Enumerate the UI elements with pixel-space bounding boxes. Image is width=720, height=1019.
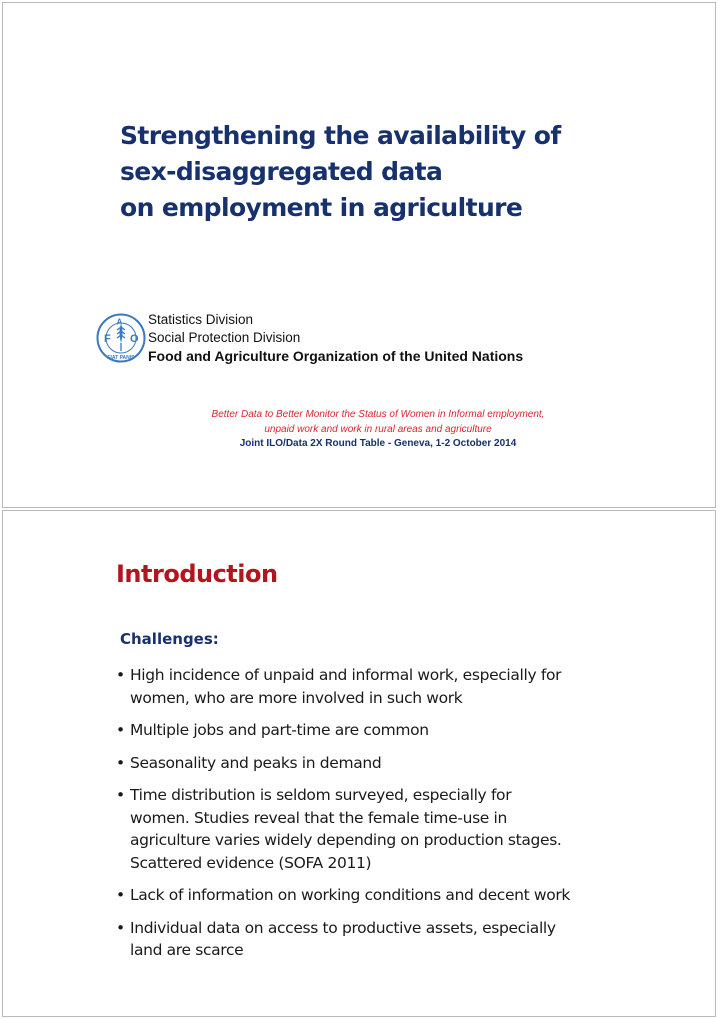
title-line: on employment in agriculture — [120, 193, 523, 222]
logo-letter: O — [130, 333, 139, 345]
list-item-line: agriculture varies widely depending on production stages. — [130, 831, 562, 849]
list-item-line: Lack of information on working conditions and decent work — [130, 886, 571, 904]
title-line: sex-disaggregated data — [120, 157, 443, 186]
bullet-marker: • — [116, 786, 125, 804]
challenges-list — [116, 664, 656, 972]
section-title: Introduction — [116, 560, 278, 588]
list-item — [116, 664, 656, 709]
logo-letter: F — [104, 333, 111, 345]
bullet-marker: • — [116, 886, 125, 904]
event-name: Joint ILO/Data 2X Round Table - Geneva, 1-2 October 2014 — [239, 438, 517, 449]
event-subtitle-line: Better Data to Better Monitor the Status of Women in Informal employment, — [211, 409, 545, 420]
bullet-marker: • — [116, 721, 125, 739]
list-item-line: land are scarce — [130, 941, 244, 959]
list-item-line: Time distribution is seldom surveyed, especially for — [130, 786, 512, 804]
logo-letter: A — [116, 317, 123, 327]
division-name: Social Protection Division — [148, 330, 301, 345]
bullet-marker: • — [116, 753, 125, 772]
list-item-line: Multiple jobs and part-time are common — [130, 721, 429, 739]
bullet-marker: • — [116, 666, 125, 684]
list-item-line: Seasonality and peaks in demand — [130, 753, 382, 772]
list-item — [116, 752, 656, 775]
fao-logo-icon — [96, 313, 146, 363]
event-subtitle-line: unpaid work and work in rural areas and agriculture — [264, 423, 492, 435]
presentation-title — [120, 118, 561, 226]
list-item-line: women. Studies reveal that the female time-use in — [130, 808, 507, 827]
list-item-line: High incidence of unpaid and informal work, especially for — [130, 666, 562, 684]
division-name: Statistics Division — [148, 312, 254, 327]
event-block — [0, 408, 720, 452]
list-item-line: Individual data on access to productive assets, especially — [130, 918, 556, 937]
list-item — [116, 719, 656, 742]
list-item — [116, 917, 656, 962]
logo-motto: FIAT PANIS — [107, 355, 135, 361]
title-line: Strengthening the availability of — [120, 121, 561, 150]
list-item-line: Scattered evidence (SOFA 2011) — [130, 853, 372, 872]
bullet-marker: • — [116, 918, 125, 937]
list-item — [116, 784, 656, 874]
organization-name: Food and Agriculture Organization of the United Nations — [148, 348, 524, 364]
list-item — [116, 884, 656, 907]
challenges-heading: Challenges: — [120, 630, 219, 648]
list-item-line: women, who are more involved in such work — [130, 688, 463, 707]
organization-block — [148, 311, 523, 365]
